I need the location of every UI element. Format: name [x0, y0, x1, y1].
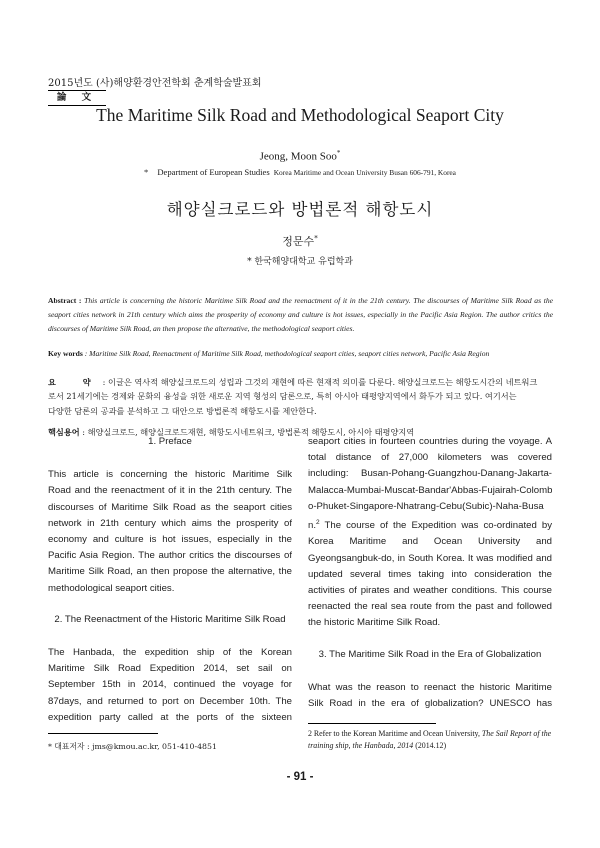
section-1-line: methodological seaport cities. — [48, 582, 175, 594]
abstract-label: Abstract : — [48, 296, 82, 305]
footnote-2-italic: The Sail Report of the training ship, the Hanbada, 2014 — [308, 729, 552, 750]
section-1-line: Maritime Silk Road, an then propose the alternative, the — [48, 566, 292, 578]
conference-header: 2015년도 (사)해양환경안전학회 춘계학술발표회 — [48, 78, 262, 89]
korean-keywords-text: : 해양실크로드, 해양실크로드재현, 해항도시네트워크, 방법론적 해항도시, 아시아 태평양지역 — [82, 427, 415, 437]
keywords — [48, 349, 558, 358]
section-1-line: This article is concerning the historic Maritime Silk — [48, 469, 292, 481]
section-2-cont-line — [308, 515, 552, 534]
keywords-text: : Maritime Silk Road, Reenactment of Maritime Silk Road, methodological seaport cities, seaport cities network, Pacific Asia Region — [84, 349, 490, 358]
section-2-line: Maritime Silk Road Expedition 2014, set sail on — [48, 663, 292, 675]
section-2-cont-line: o-Phuket-Singapore-Nhatrang-Cebu(Subic)-Naha-Busa — [308, 500, 544, 512]
section-2-cont-text: The course of the Expedition was co-ordinated by — [319, 520, 552, 532]
author-korean-mark: * — [314, 234, 318, 243]
section-2-cont-line: reenacted the real sea route from the past and followed — [308, 601, 552, 613]
korean-summary — [48, 375, 554, 418]
footnote-2-text: 2 Refer to the Korean Maritime and Ocean University, — [308, 729, 482, 738]
page-number: - 91 - — [286, 771, 314, 783]
title-english: The Maritime Silk Road and Methodological Seaport City — [96, 105, 504, 125]
footnote-rule-right — [308, 723, 436, 724]
footnote-rule-left — [48, 733, 158, 734]
keywords-label: Key words — [48, 349, 83, 358]
title-korean: 해양실크로드와 방법론적 해항도시 — [166, 200, 434, 219]
author-english-name: Jeong, Moon Soo — [259, 150, 337, 163]
section-2-cont-line: including: Busan-Pohang-Guangzhou-Danang-Jakarta- — [308, 468, 552, 480]
section-3-line: Silk Road in the era of globalization? UNESCO has — [308, 698, 552, 710]
footnote-ref-2: 2 — [316, 519, 320, 527]
affiliation-english-dept: Department of European Studies — [157, 167, 270, 177]
korean-keywords-label: 핵심용어 — [48, 427, 80, 437]
abstract — [48, 294, 553, 336]
korean-summary-line-2: 로서 21세기에는 경제와 문화의 융성을 위한 새로운 지역 형성의 담론으로, 특히 아시아 태평양지역에서 화두가 되고 있다. 여기서는 — [48, 391, 517, 402]
section-1-heading: 1. Preface — [148, 436, 192, 447]
author-english — [0, 149, 600, 163]
right-column — [308, 434, 552, 712]
section-2-cont-line: activities of pirates and weather conditions. This course — [308, 585, 552, 597]
korean-summary-label: 요 약 — [48, 377, 103, 387]
section-2-cont-line: updated several times taking into consideration the — [308, 568, 552, 580]
section-2-cont-line: Korea Maritime and Ocean University and — [308, 536, 552, 548]
section-2-cont-text: n. — [308, 520, 317, 532]
footnote-2 — [308, 728, 553, 751]
article-type-box — [48, 90, 106, 106]
author-korean-name: 정문수 — [282, 235, 315, 248]
author-korean — [0, 233, 600, 249]
section-2-line: September 15th in 2014, continued the voyage for — [48, 679, 292, 691]
section-1-paragraph — [48, 467, 292, 597]
affiliation-english-univ: Korea Maritime and Ocean University Busan 606-791, Korea — [273, 168, 456, 177]
korean-summary-line-1 — [48, 375, 554, 389]
section-2-cont-line: total distance of 27,000 kilometers was covered — [308, 452, 552, 464]
korean-summary-text-1: : 이글은 역사적 해양실크로드의 성립과 그것의 재현에 따른 현재적 의미를 다룬다. 해양실크로드는 해항도시간의 네트워크 — [102, 377, 538, 387]
section-1-line: network in 21th century which aims the prosperity of — [48, 517, 292, 529]
abstract-text: This article is concerning the historic Maritime Silk Road and the reenactment of it in the 21th century. The discourses of Maritime Silk Road as the seaport cities network in 21th century which aims the prosperity of economy and culture is hot issues, especially in the Pacific Asia Region. The author critics the discourses of Maritime Silk Road, an then propose the alternative, the methodological seaport cities. — [48, 296, 554, 333]
footnote-2-date: (2014.12) — [413, 740, 447, 750]
section-2-cont-line: Gyeongsangbuk-do, in South Korea. It was modified and — [308, 552, 552, 564]
section-1-line: economy and culture is hot issues, especially in the — [48, 534, 292, 546]
section-2-line: expedition party called at the ports of the sixteen — [48, 711, 292, 723]
section-2-paragraph — [48, 645, 292, 726]
section-2-continued — [308, 434, 552, 632]
author-english-mark: * — [336, 149, 341, 157]
section-3-line: What was the reason to reenact the historic Maritime — [308, 681, 552, 693]
section-2-cont-line: the historic Maritime Silk Road. — [308, 617, 441, 629]
section-2-line: The Hanbada, the expedition ship of the Korean — [48, 647, 292, 659]
korean-summary-line-3: 다양한 담론의 공과를 분석하고 그 대안으로 방법론적 해항도시를 제안한다. — [48, 405, 317, 416]
section-2-cont-line: Malacca-Mumbai-Muscat-Bandar'Abbas-Fujairah-Colomb — [308, 484, 552, 496]
section-1-line: Pacific Asia Region. The author critics the discourses of — [48, 550, 292, 562]
section-3-heading: 3. The Maritime Silk Road in the Era of Globalization — [318, 648, 542, 660]
affiliation-english — [0, 167, 600, 177]
section-2-cont-line: seaport cities in fourteen countries during the voyage. A — [308, 436, 552, 447]
section-3-paragraph — [308, 680, 552, 712]
section-1-line: discourses of Maritime Silk Road as the seaport cities — [48, 501, 292, 513]
section-2-line: 87days, and returned to port on December 10th. The — [48, 695, 292, 707]
footnote-corresponding-author: * 대표저자 : jms@kmou.ac.kr, 051-410-4851 — [48, 742, 217, 751]
left-column — [48, 434, 292, 726]
section-2-heading: 2. The Reenactment of the Historic Maritime Silk Road — [54, 613, 286, 625]
section-1-line: Road and the reenactment of it in the 21th century. The — [48, 485, 292, 497]
affiliation-korean: * 한국해양대학교 유럽학과 — [247, 257, 353, 267]
affiliation-english-mark: * — [144, 167, 149, 177]
article-type-label: 論 文 — [56, 92, 98, 103]
